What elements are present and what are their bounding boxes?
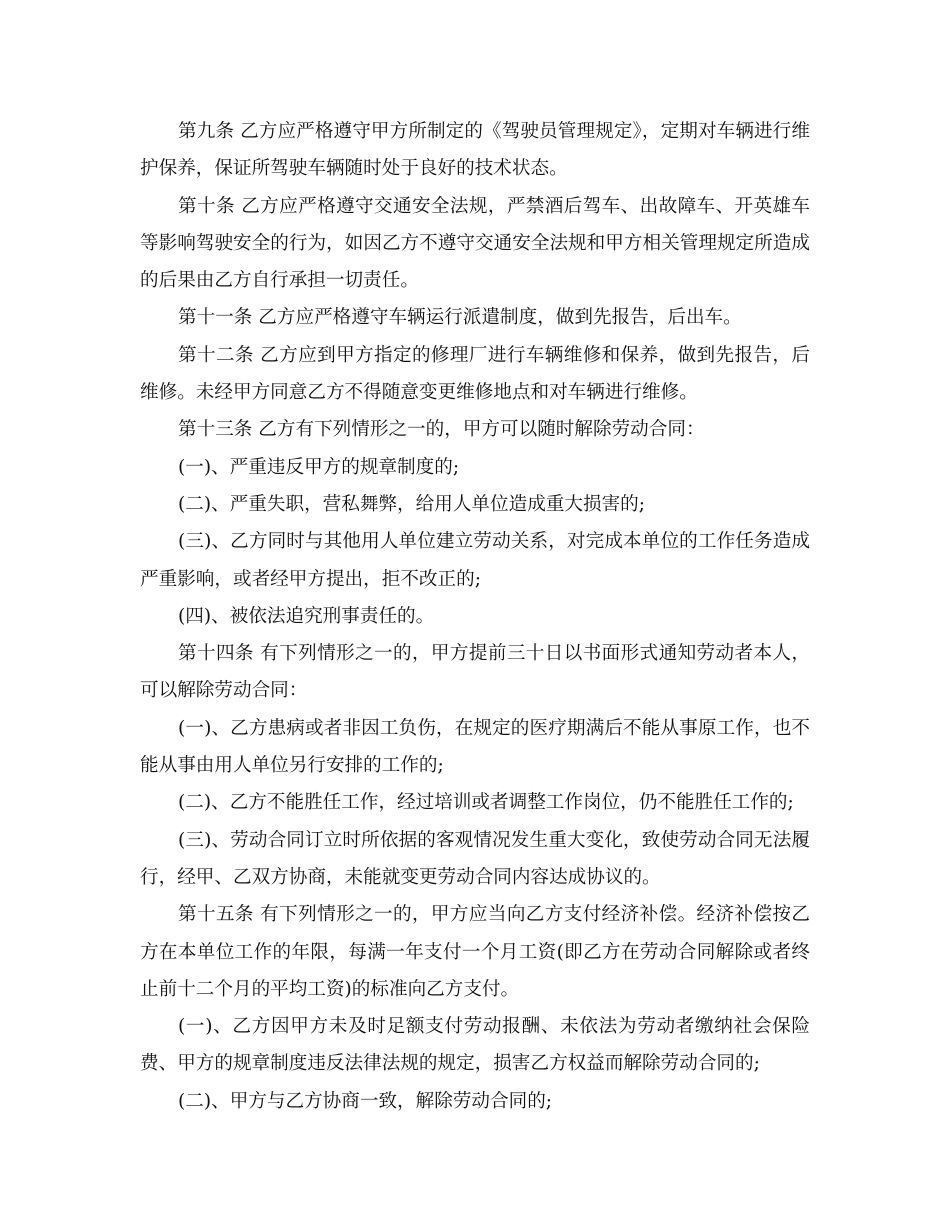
article-10: 第十条 乙方应严格遵守交通安全法规，严禁酒后驾车、出故障车、开英雄车等影响驾驶安全的行为，如因乙方不遵守交通安全法规和甲方相关管理规定所造成的后果由乙方自行承担一切责任。 — [140, 195, 810, 292]
article-14-item-3: (三)、劳动合同订立时所依据的客观情况发生重大变化，致使劳动合同无法履行，经甲、乙双方协商，未能就变更劳动合同内容达成协议的。 — [140, 829, 810, 888]
article-12: 第十二条 乙方应到甲方指定的修理厂进行车辆维修和保养，做到先报告，后维修。未经甲方同意乙方不得随意变更维修地点和对车辆进行维修。 — [140, 344, 810, 404]
article-13-item-3: (三)、乙方同时与其他用人单位建立劳动关系，对完成本单位的工作任务造成严重影响，或者经甲方提出，拒不改正的; — [140, 531, 810, 590]
article-11: 第十一条 乙方应严格遵守车辆运行派遣制度，做到先报告，后出车。 — [178, 307, 742, 329]
article-13-item-1: (一)、严重违反甲方的规章制度的; — [178, 456, 460, 478]
article-15: 第十五条 有下列情形之一的，甲方应当向乙方支付经济补偿。经济补偿按乙方在本单位工作的年限，每满一年支付一个月工资(即乙方在劳动合同解除或者终止前十二个月的平均工资)的标准向乙方支付。 — [140, 904, 810, 1000]
document-body — [140, 113, 810, 1120]
article-15-item-2: (二)、甲方与乙方协商一致，解除劳动合同的; — [178, 1090, 553, 1112]
article-14-item-2: (二)、乙方不能胜任工作，经过培训或者调整工作岗位，仍不能胜任工作的; — [178, 792, 794, 814]
article-9: 第九条 乙方应严格遵守甲方所制定的《驾驶员管理规定》，定期对车辆进行维护保养，保证所驾驶车辆随时处于良好的技术状态。 — [140, 121, 810, 180]
article-13-item-2: (二)、严重失职，营私舞弊，给用人单位造成重大损害的; — [178, 493, 646, 515]
article-15-item-1: (一)、乙方因甲方未及时足额支付劳动报酬、未依法为劳动者缴纳社会保险费、甲方的规章制度违反法律法规的规定，损害乙方权益而解除劳动合同的; — [140, 1016, 810, 1075]
article-14: 第十四条 有下列情形之一的，甲方提前三十日以书面形式通知劳动者本人， 可以解除劳动合同： — [140, 643, 810, 702]
article-13-item-4: (四)、被依法追究刑事责任的。 — [178, 605, 435, 627]
article-13: 第十三条 乙方有下列情形之一的，甲方可以随时解除劳动合同： — [178, 419, 705, 441]
article-14-item-1: (一)、乙方患病或者非因工负伤，在规定的医疗期满后不能从事原工作，也不能从事由用人单位另行安排的工作的; — [140, 717, 810, 777]
